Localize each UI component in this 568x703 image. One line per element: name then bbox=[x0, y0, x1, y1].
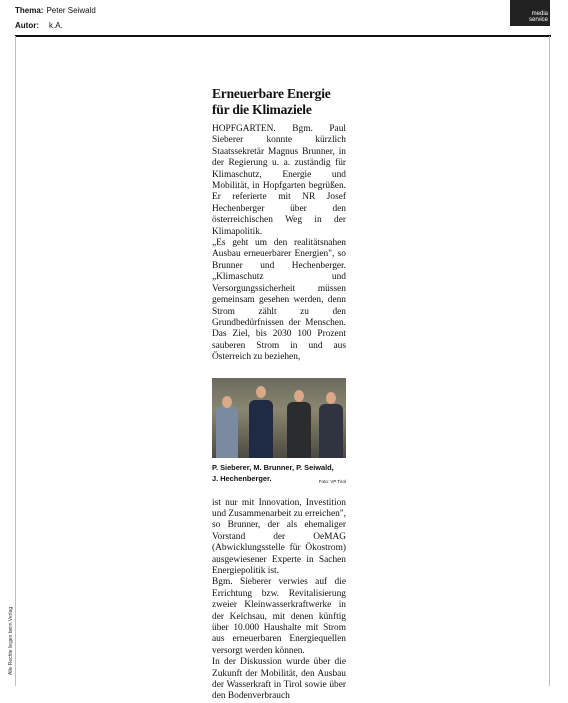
photo-caption bbox=[212, 462, 346, 484]
caption-line-2: J. Hechenberger. bbox=[212, 473, 272, 483]
photo-person-3 bbox=[284, 384, 312, 458]
article-headline bbox=[212, 86, 346, 118]
thema-label: Thema: bbox=[15, 6, 44, 15]
article bbox=[212, 86, 346, 703]
media-service-logo bbox=[510, 0, 550, 26]
autor-label: Autor: bbox=[15, 21, 39, 30]
caption-line-1: P. Sieberer, M. Brunner, P. Seiwald, bbox=[212, 462, 334, 472]
thema-row bbox=[15, 6, 96, 16]
photo-credit: Foto: VP Tirol bbox=[318, 478, 346, 484]
article-paragraph: ist nur mit Innovation, Investition und Zusammenarbeit zu erreichen", so Brunner, der als ehemaliger Vorstand der OeMAG (Abwicklungsstelle für Ökostrom) ausgewiesener Experte in Sachen Energiepolitik ist. bbox=[212, 497, 346, 576]
photo-person-1 bbox=[214, 388, 240, 458]
logo-line-1: media bbox=[531, 11, 548, 17]
autor-row bbox=[15, 21, 63, 31]
headline-line-1: Erneuerbare Energie bbox=[212, 86, 331, 101]
photo-person-4 bbox=[316, 386, 344, 458]
article-paragraph: In der Diskussion wurde über die Zukunft der Mobilität, den Ausbau der Wasserkraft in Tirol sowie über den Bodenverbrauch bbox=[212, 657, 346, 702]
article-continuation bbox=[212, 498, 346, 703]
thema-value: Peter Seiwald bbox=[46, 6, 96, 15]
copyright-side-note: Alle Rechte liegen beim Verlag bbox=[8, 606, 14, 675]
photo-person-2 bbox=[246, 382, 274, 458]
article-photo bbox=[212, 378, 346, 458]
article-paragraph: „Es geht um den realitätsnahen Ausbau erneuerbarer Energien", so Brunner und Hechenberger. „Klimaschutz und Versorgungssicherheit müssen gemeinsam gesehen werden, denn Strom zählt zu den Grundbedürfnissen der Menschen. Das Ziel, bis 2030 100 Prozent sauberen Strom in und aus Österreich zu beziehen, bbox=[212, 238, 346, 363]
headline-line-2: für die Klimaziele bbox=[212, 102, 312, 117]
article-paragraph: Bgm. Sieberer verwies auf die Errichtung bzw. Revitalisierung zweier Kleinwasserkraftwerke in der Kelchsau, mit denen künftig über 10.000 Haushalte mit Strom aus erneuerbaren Energiequellen versorgt werden können. bbox=[212, 577, 346, 656]
autor-value: k.A. bbox=[49, 21, 63, 30]
article-paragraph: HOPFGARTEN. Bgm. Paul Sieberer konnte kürzlich Staatssekretär Magnus Brunner, in der Regierung u. a. zuständig für Klimaschutz, Energie und Mobilität, in Hopfgarten begrüßen. Er referierte mit NR Josef Hechenberger über den österreichischen Weg in der Klimapolitik. bbox=[212, 124, 346, 237]
logo-line-2: service bbox=[528, 17, 548, 23]
